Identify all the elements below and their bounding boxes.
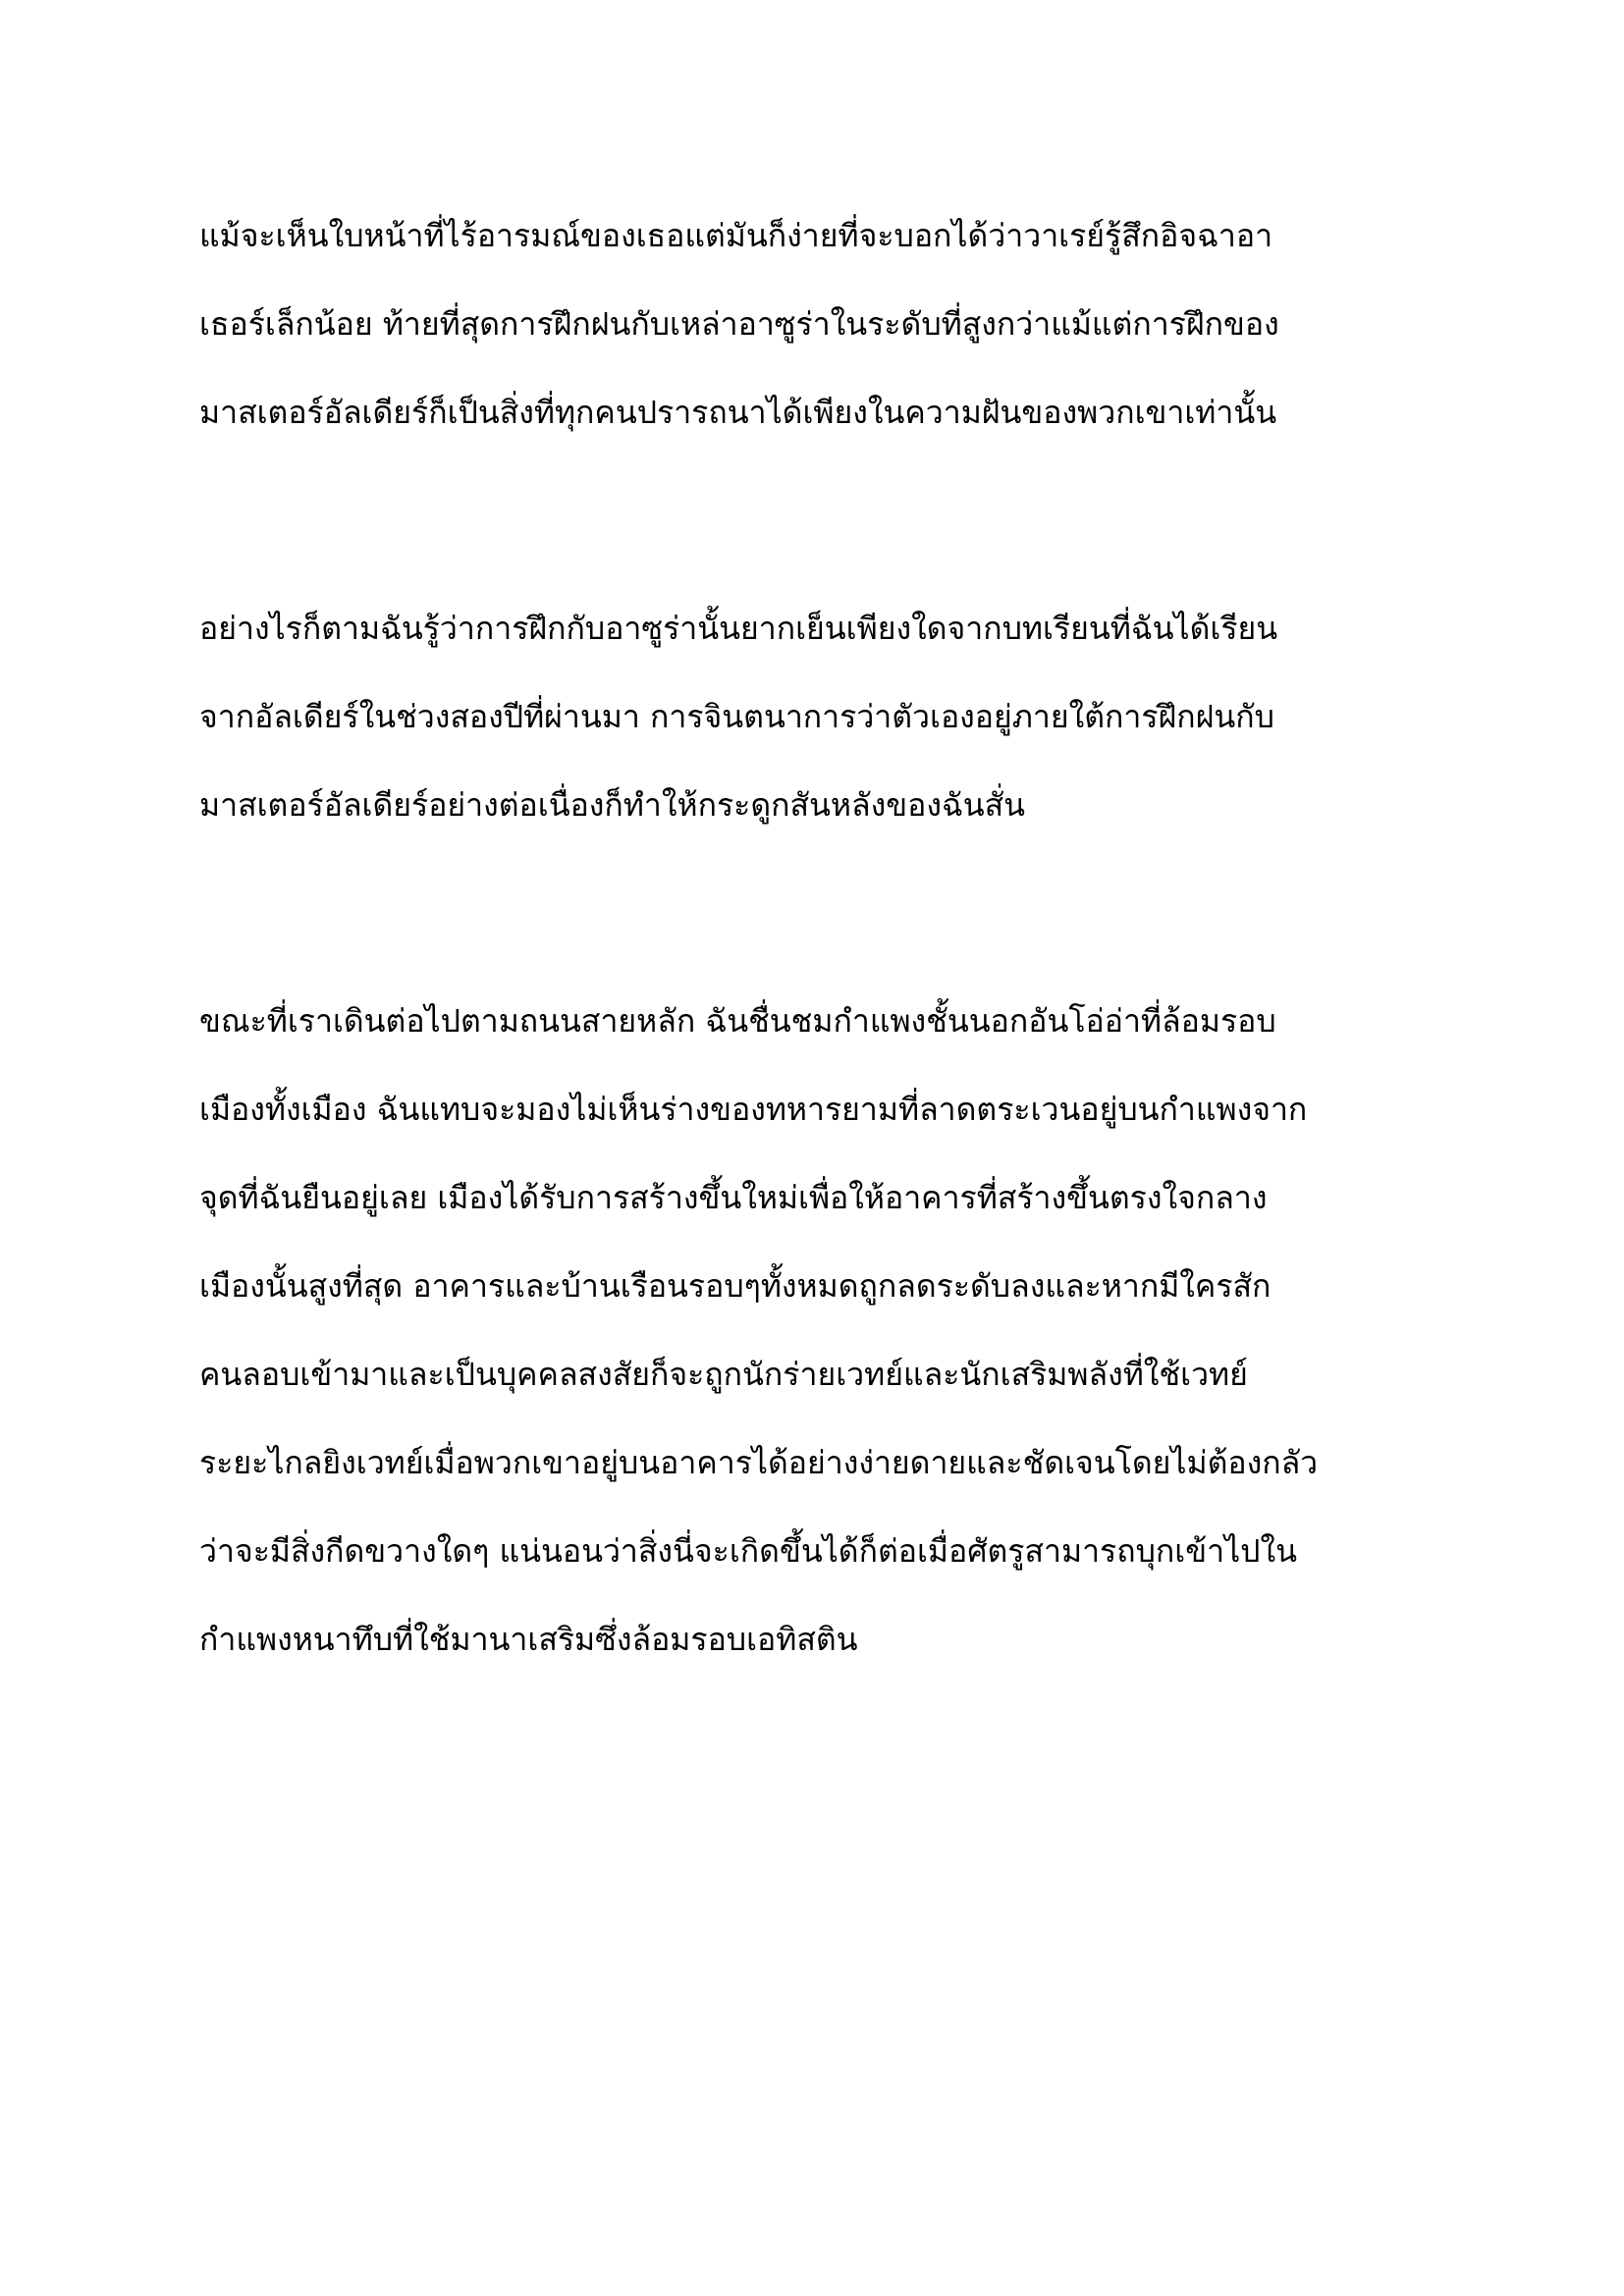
paragraph-3-line-4: เมืองนั้นสูงที่สุด อาคารและบ้านเรือนรอบๆทั้งหมดถูกลดระดับลงและหากมีใครสัก (199, 1267, 1272, 1305)
paragraph-1-line-1: แม้จะเห็นใบหน้าที่ไร้อารมณ์ของเธอแต่มันก็ง่ายที่จะบอกได้ว่าวาเรย์รู้สึกอิจฉาอา (199, 217, 1273, 254)
paragraph-2-line-1: อย่างไรก็ตามฉันรู้ว่าการฝึกกับอาซูร่านั้นยากเย็นเพียงใดจากบทเรียนที่ฉันได้เรียน (199, 610, 1278, 647)
paragraph-1-line-2: เธอร์เล็กน้อย ท้ายที่สุดการฝึกฝนกับเหล่าอาซูร่าในระดับที่สูงกว่าแม้แต่การฝึกของ (199, 305, 1279, 343)
paragraph-3-line-2: เมืองทั้งเมือง ฉันแทบจะมองไม่เห็นร่างของทหารยามที่ลาดตระเวนอยู่บนกำแพงจาก (199, 1091, 1308, 1128)
paragraph-2-line-2: จากอัลเดียร์ในช่วงสองปีที่ผ่านมา การจินตนาการว่าตัวเองอยู่ภายใต้การฝึกฝนกับ (199, 698, 1274, 735)
paragraph-1-line-3: มาสเตอร์อัลเดียร์ก็เป็นสิ่งที่ทุกคนปรารถนาได้เพียงในความฝันของพวกเขาเท่านั้น (199, 394, 1277, 431)
paragraph-3-line-3: จุดที่ฉันยืนอยู่เลย เมืองได้รับการสร้างขึ้นใหม่เพื่อให้อาคารที่สร้างขึ้นตรงใจกลาง (199, 1179, 1268, 1216)
paragraph-3-line-8: กำแพงหนาทึบที่ใช้มานาเสริมซึ่งล้อมรอบเอทิสติน (199, 1621, 858, 1658)
paragraph-3-line-5: คนลอบเข้ามาและเป็นบุคคลสงสัยก็จะถูกนักร่ายเวทย์และนักเสริมพลังที่ใช้เวทย์ (199, 1356, 1248, 1393)
paragraph-2-line-3: มาสเตอร์อัลเดียร์อย่างต่อเนื่องก็ทำให้กระดูกสันหลังของฉันสั่น (199, 786, 1026, 824)
paragraph-3-line-7: ว่าจะมีสิ่งกีดขวางใดๆ แน่นอนว่าสิ่งนี่จะเกิดขึ้นได้ก็ต่อเมื่อศัตรูสามารถบุกเข้าไปใน (199, 1532, 1297, 1570)
paragraph-3-line-6: ระยะไกลยิงเวทย์เมื่อพวกเขาอยู่บนอาคารได้อย่างง่ายดายและชัดเจนโดยไม่ต้องกลัว (199, 1444, 1319, 1481)
paragraph-3-line-1: ขณะที่เราเดินต่อไปตามถนนสายหลัก ฉันชื่นชมกำแพงชั้นนอกอันโอ่อ่าที่ล้อมรอบ (199, 1002, 1276, 1040)
